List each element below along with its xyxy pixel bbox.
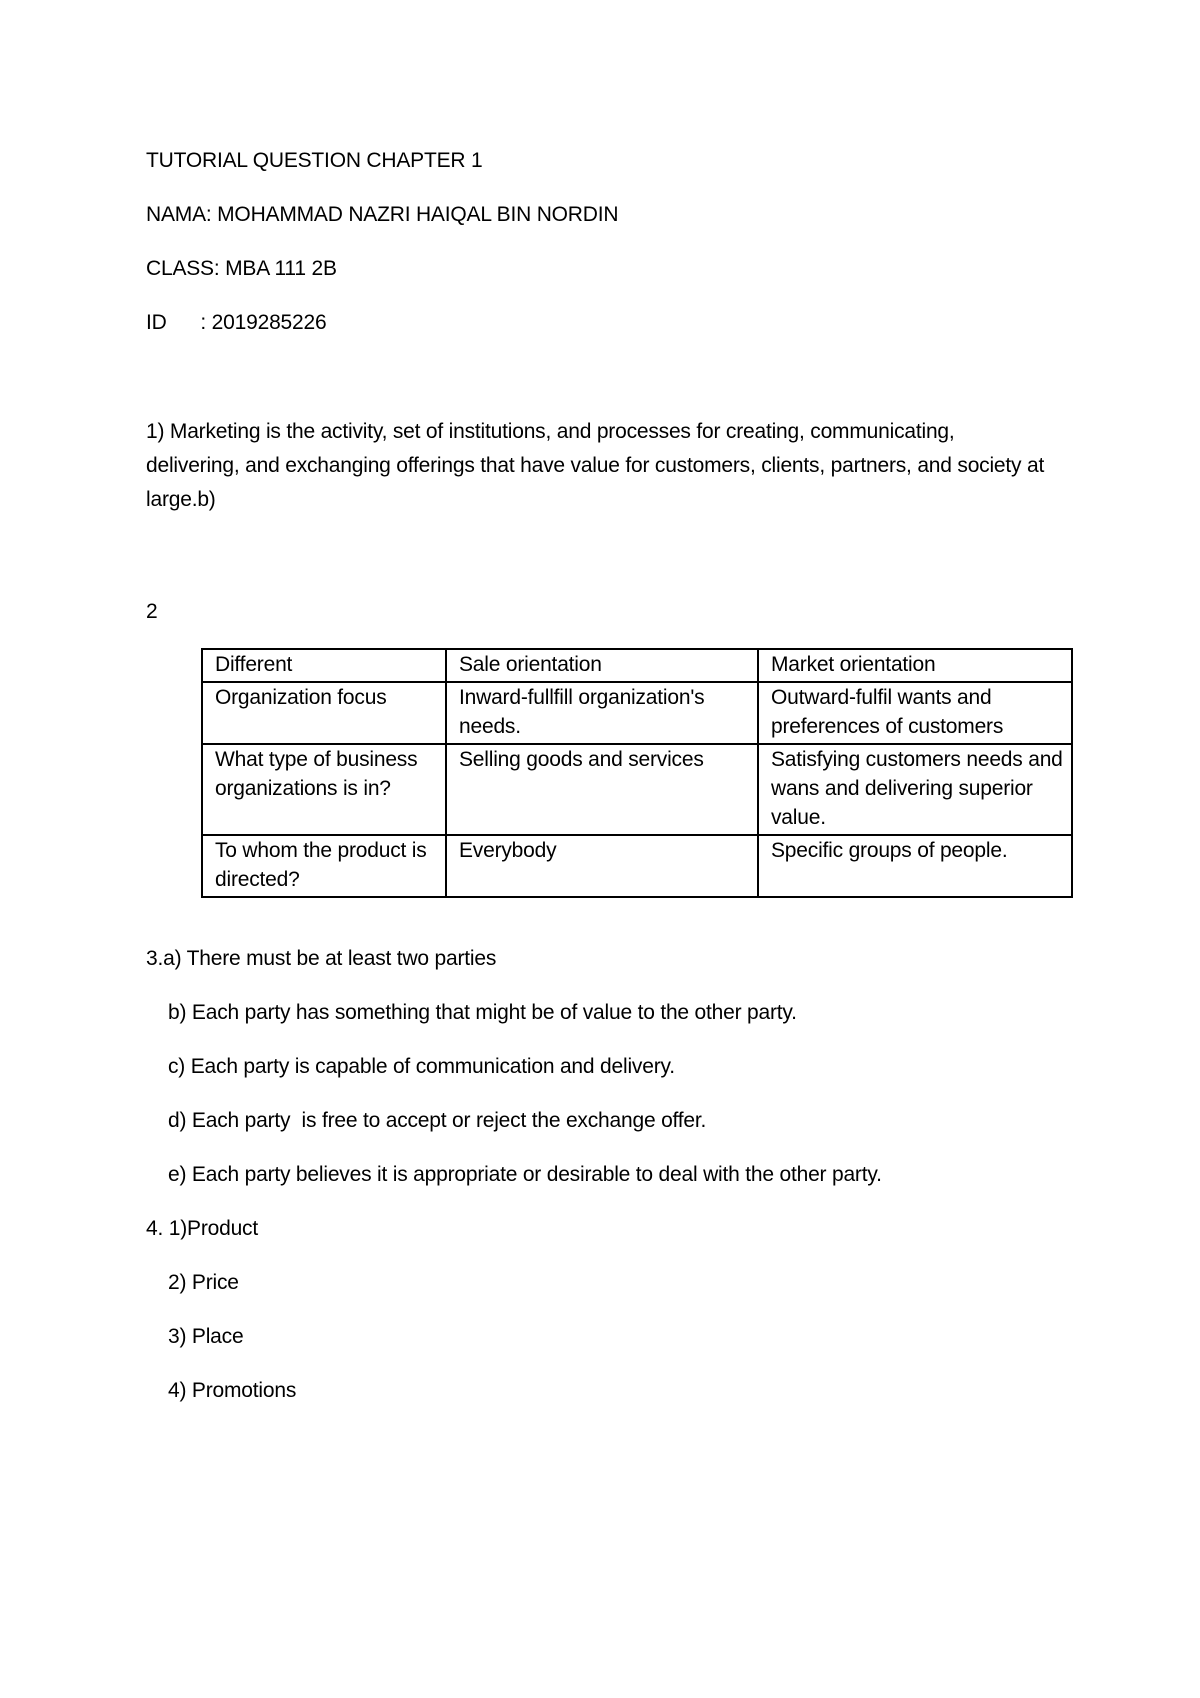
table-header-cell: Different [202, 649, 446, 682]
table-row [202, 835, 1072, 897]
table-cell: Selling goods and services [446, 744, 758, 835]
answer-2-label: 2 [146, 600, 158, 623]
answer-4-price: 2) Price [168, 1271, 239, 1294]
student-class: CLASS: MBA 111 2B [146, 257, 337, 280]
answer-3b: b) Each party has something that might be of value to the other party. [168, 1001, 797, 1024]
student-id: ID : 2019285226 [146, 311, 327, 334]
table-row [202, 744, 1072, 835]
answer-4-product: 4. 1)Product [146, 1217, 258, 1240]
student-name: NAMA: MOHAMMAD NAZRI HAIQAL BIN NORDIN [146, 203, 619, 226]
table-row [202, 682, 1072, 744]
orientation-table [201, 648, 1073, 898]
answer-1: 1) Marketing is the activity, set of institutions, and processes for creating, communicating, delivering, and exchanging offerings that have value for customers, clients, partners, and society at large.b) [146, 420, 1045, 511]
table-cell: Specific groups of people. [758, 835, 1072, 897]
table-header-cell: Market orientation [758, 649, 1072, 682]
table-cell: Everybody [446, 835, 758, 897]
answer-4-promotions: 4) Promotions [168, 1379, 297, 1402]
answer-4-place: 3) Place [168, 1325, 244, 1348]
table-cell: What type of business organizations is in? [202, 744, 446, 835]
document-title: TUTORIAL QUESTION CHAPTER 1 [146, 149, 483, 172]
table-cell: Inward-fullfill organization's needs. [446, 682, 758, 744]
table-header-cell: Sale orientation [446, 649, 758, 682]
answer-3d: d) Each party is free to accept or reject the exchange offer. [168, 1109, 707, 1132]
answer-3e: e) Each party believes it is appropriate or desirable to deal with the other party. [168, 1163, 882, 1186]
table-cell: Outward-fulfil wants and preferences of customers [758, 682, 1072, 744]
table-header-row [202, 649, 1072, 682]
table-cell: Satisfying customers needs and wans and delivering superior value. [758, 744, 1072, 835]
answer-3c: c) Each party is capable of communication and delivery. [168, 1055, 675, 1078]
answer-3a: 3.a) There must be at least two parties [146, 947, 497, 970]
table-cell: Organization focus [202, 682, 446, 744]
table-cell: To whom the product is directed? [202, 835, 446, 897]
